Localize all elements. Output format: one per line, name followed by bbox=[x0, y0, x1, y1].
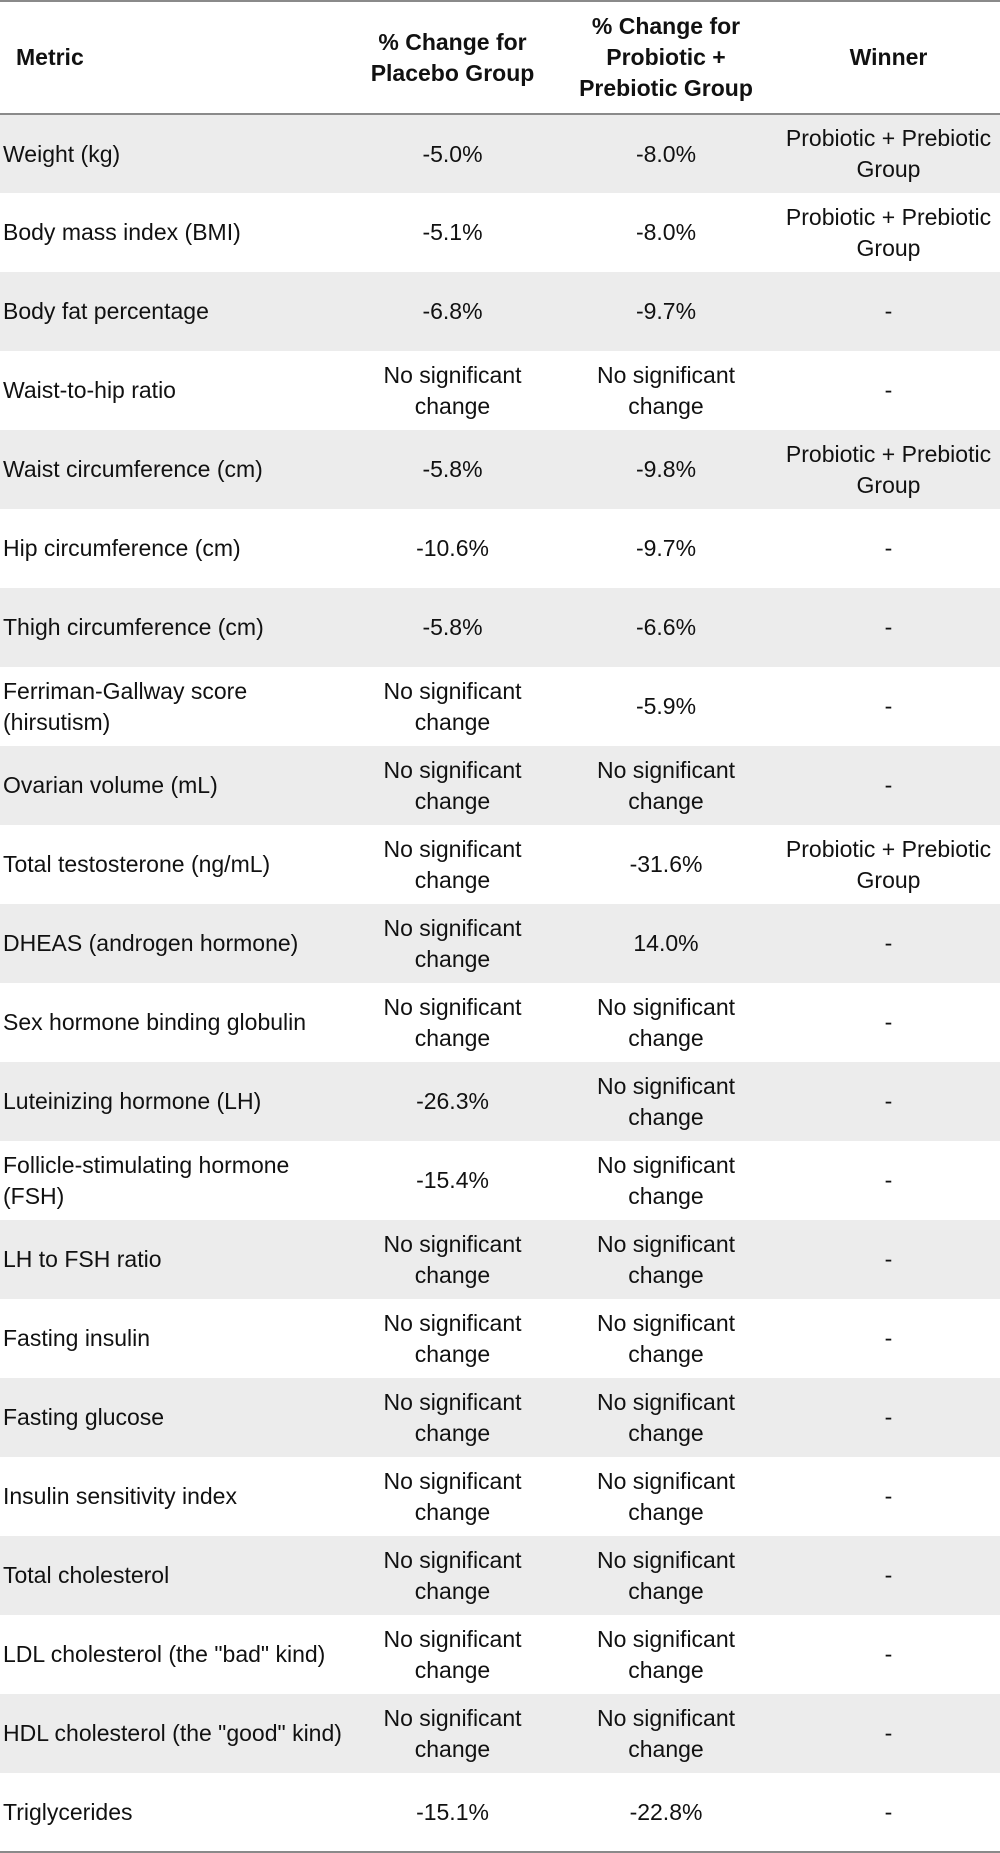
table-row bbox=[0, 983, 1000, 1062]
probiotic-cell: -6.6% bbox=[635, 614, 697, 640]
probiotic-cell: -31.6% bbox=[629, 851, 703, 877]
winner-cell: - bbox=[884, 1641, 893, 1667]
winner-cell: - bbox=[884, 1325, 893, 1351]
metric-cell: Ferriman-Gallway score (hirsutism) bbox=[3, 677, 248, 735]
probiotic-cell: -9.8% bbox=[635, 456, 697, 482]
placebo-cell: No significant change bbox=[383, 1546, 522, 1604]
table-row bbox=[0, 1220, 1000, 1299]
probiotic-cell: -8.0% bbox=[635, 219, 697, 245]
metric-cell: LH to FSH ratio bbox=[3, 1246, 162, 1272]
probiotic-cell: No significant change bbox=[596, 1546, 736, 1604]
table-row bbox=[0, 1062, 1000, 1141]
metric-cell: Total cholesterol bbox=[3, 1562, 170, 1588]
placebo-cell: -5.8% bbox=[422, 456, 483, 482]
metric-cell: LDL cholesterol (the "bad" kind) bbox=[3, 1641, 326, 1667]
probiotic-cell: No significant change bbox=[596, 1704, 736, 1762]
header-row bbox=[0, 1, 1000, 114]
metric-cell: Body mass index (BMI) bbox=[3, 219, 241, 245]
probiotic-cell: -9.7% bbox=[635, 535, 697, 561]
metric-cell: Luteinizing hormone (LH) bbox=[3, 1088, 262, 1114]
probiotic-cell: No significant change bbox=[596, 1625, 736, 1683]
winner-cell: - bbox=[884, 1088, 893, 1114]
winner-cell: - bbox=[884, 1798, 893, 1825]
table-row bbox=[0, 667, 1000, 746]
table-row bbox=[0, 1457, 1000, 1536]
table-row bbox=[0, 904, 1000, 983]
placebo-cell: No significant change bbox=[383, 1704, 522, 1762]
metric-cell: Insulin sensitivity index bbox=[3, 1483, 237, 1509]
header-probiotic: % Change for Probiotic + Prebiotic Group bbox=[579, 13, 753, 101]
metric-cell: Body fat percentage bbox=[3, 298, 209, 324]
placebo-cell: -6.8% bbox=[422, 298, 483, 324]
table-row bbox=[0, 509, 1000, 588]
placebo-cell: -26.3% bbox=[416, 1088, 489, 1114]
probiotic-cell: No significant change bbox=[596, 1072, 736, 1130]
placebo-cell: -5.1% bbox=[422, 219, 483, 245]
metric-cell: DHEAS (androgen hormone) bbox=[3, 930, 299, 956]
table-row bbox=[0, 351, 1000, 430]
table-row bbox=[0, 1694, 1000, 1773]
table-row bbox=[0, 1773, 1000, 1852]
probiotic-cell: 14.0% bbox=[633, 930, 699, 956]
table-row bbox=[0, 1141, 1000, 1220]
placebo-cell: -10.6% bbox=[416, 535, 489, 561]
placebo-cell: -5.8% bbox=[422, 614, 483, 640]
metric-cell: Fasting insulin bbox=[3, 1325, 151, 1351]
winner-cell: - bbox=[884, 377, 893, 403]
table-row bbox=[0, 1536, 1000, 1615]
winner-cell: - bbox=[884, 1562, 893, 1588]
table-row bbox=[0, 1615, 1000, 1694]
metric-cell: Fasting glucose bbox=[3, 1404, 165, 1430]
metric-cell: Sex hormone binding globulin bbox=[3, 1009, 307, 1035]
winner-cell: - bbox=[884, 930, 893, 956]
table-row bbox=[0, 588, 1000, 667]
table-header bbox=[0, 1, 1000, 114]
winner-cell: - bbox=[884, 1483, 893, 1509]
probiotic-cell: -8.0% bbox=[635, 140, 697, 167]
header-winner: Winner bbox=[849, 44, 928, 70]
probiotic-cell: No significant change bbox=[596, 1230, 736, 1288]
placebo-cell: -15.4% bbox=[416, 1167, 489, 1193]
table-row bbox=[0, 430, 1000, 509]
placebo-cell: No significant change bbox=[383, 1309, 522, 1367]
winner-cell: - bbox=[884, 1404, 893, 1430]
placebo-cell: No significant change bbox=[383, 914, 522, 972]
probiotic-cell: No significant change bbox=[596, 1151, 736, 1209]
winner-cell: - bbox=[884, 298, 893, 324]
metric-cell: Hip circumference (cm) bbox=[3, 535, 241, 561]
placebo-cell: No significant change bbox=[383, 677, 522, 735]
winner-cell: - bbox=[884, 1720, 893, 1746]
placebo-cell: No significant change bbox=[383, 1625, 522, 1683]
probiotic-cell: No significant change bbox=[596, 1309, 736, 1367]
metric-cell: HDL cholesterol (the "good" kind) bbox=[3, 1720, 342, 1746]
table-row bbox=[0, 1378, 1000, 1457]
probiotic-cell: No significant change bbox=[596, 756, 736, 814]
winner-cell: - bbox=[884, 1167, 893, 1193]
probiotic-cell: No significant change bbox=[596, 1467, 736, 1525]
probiotic-cell: -22.8% bbox=[629, 1798, 703, 1825]
metric-cell: Total testosterone (ng/mL) bbox=[3, 851, 271, 877]
table-row bbox=[0, 272, 1000, 351]
winner-cell: Probiotic + Prebiotic Group bbox=[785, 835, 992, 893]
metric-cell: Weight (kg) bbox=[3, 140, 121, 167]
probiotic-cell: No significant change bbox=[596, 361, 736, 419]
probiotic-cell: No significant change bbox=[596, 993, 736, 1051]
placebo-cell: No significant change bbox=[383, 835, 522, 893]
table-body bbox=[0, 114, 1000, 1852]
placebo-cell: No significant change bbox=[383, 993, 522, 1051]
winner-cell: - bbox=[884, 772, 893, 798]
winner-cell: - bbox=[884, 1246, 893, 1272]
metric-cell: Waist-to-hip ratio bbox=[3, 377, 176, 403]
metric-cell: Triglycerides bbox=[3, 1798, 133, 1825]
table-row bbox=[0, 746, 1000, 825]
placebo-cell: No significant change bbox=[383, 1230, 522, 1288]
table-row bbox=[0, 114, 1000, 193]
metric-cell: Thigh circumference (cm) bbox=[3, 614, 264, 640]
table-row bbox=[0, 825, 1000, 904]
winner-cell: Probiotic + Prebiotic Group bbox=[785, 440, 992, 498]
winner-cell: - bbox=[884, 693, 893, 719]
table-row bbox=[0, 193, 1000, 272]
header-placebo: % Change for Placebo Group bbox=[370, 28, 535, 86]
placebo-cell: No significant change bbox=[383, 361, 522, 419]
metric-cell: Ovarian volume (mL) bbox=[3, 772, 218, 798]
metric-cell: Follicle-stimulating hormone (FSH) bbox=[3, 1151, 290, 1209]
probiotic-cell: -9.7% bbox=[635, 298, 697, 324]
header-metric: Metric bbox=[16, 44, 84, 70]
placebo-cell: No significant change bbox=[383, 1467, 522, 1525]
winner-cell: - bbox=[884, 614, 893, 640]
winner-cell: - bbox=[884, 535, 893, 561]
winner-cell: Probiotic + Prebiotic Group bbox=[785, 125, 992, 182]
placebo-cell: No significant change bbox=[383, 1388, 522, 1446]
winner-cell: - bbox=[884, 1009, 893, 1035]
probiotic-cell: -5.9% bbox=[635, 693, 697, 719]
winner-cell: Probiotic + Prebiotic Group bbox=[785, 203, 992, 261]
table-row bbox=[0, 1299, 1000, 1378]
probiotic-cell: No significant change bbox=[596, 1388, 736, 1446]
placebo-cell: No significant change bbox=[383, 756, 522, 814]
placebo-cell: -5.0% bbox=[422, 140, 483, 167]
metric-cell: Waist circumference (cm) bbox=[3, 456, 263, 482]
placebo-cell: -15.1% bbox=[416, 1798, 489, 1825]
